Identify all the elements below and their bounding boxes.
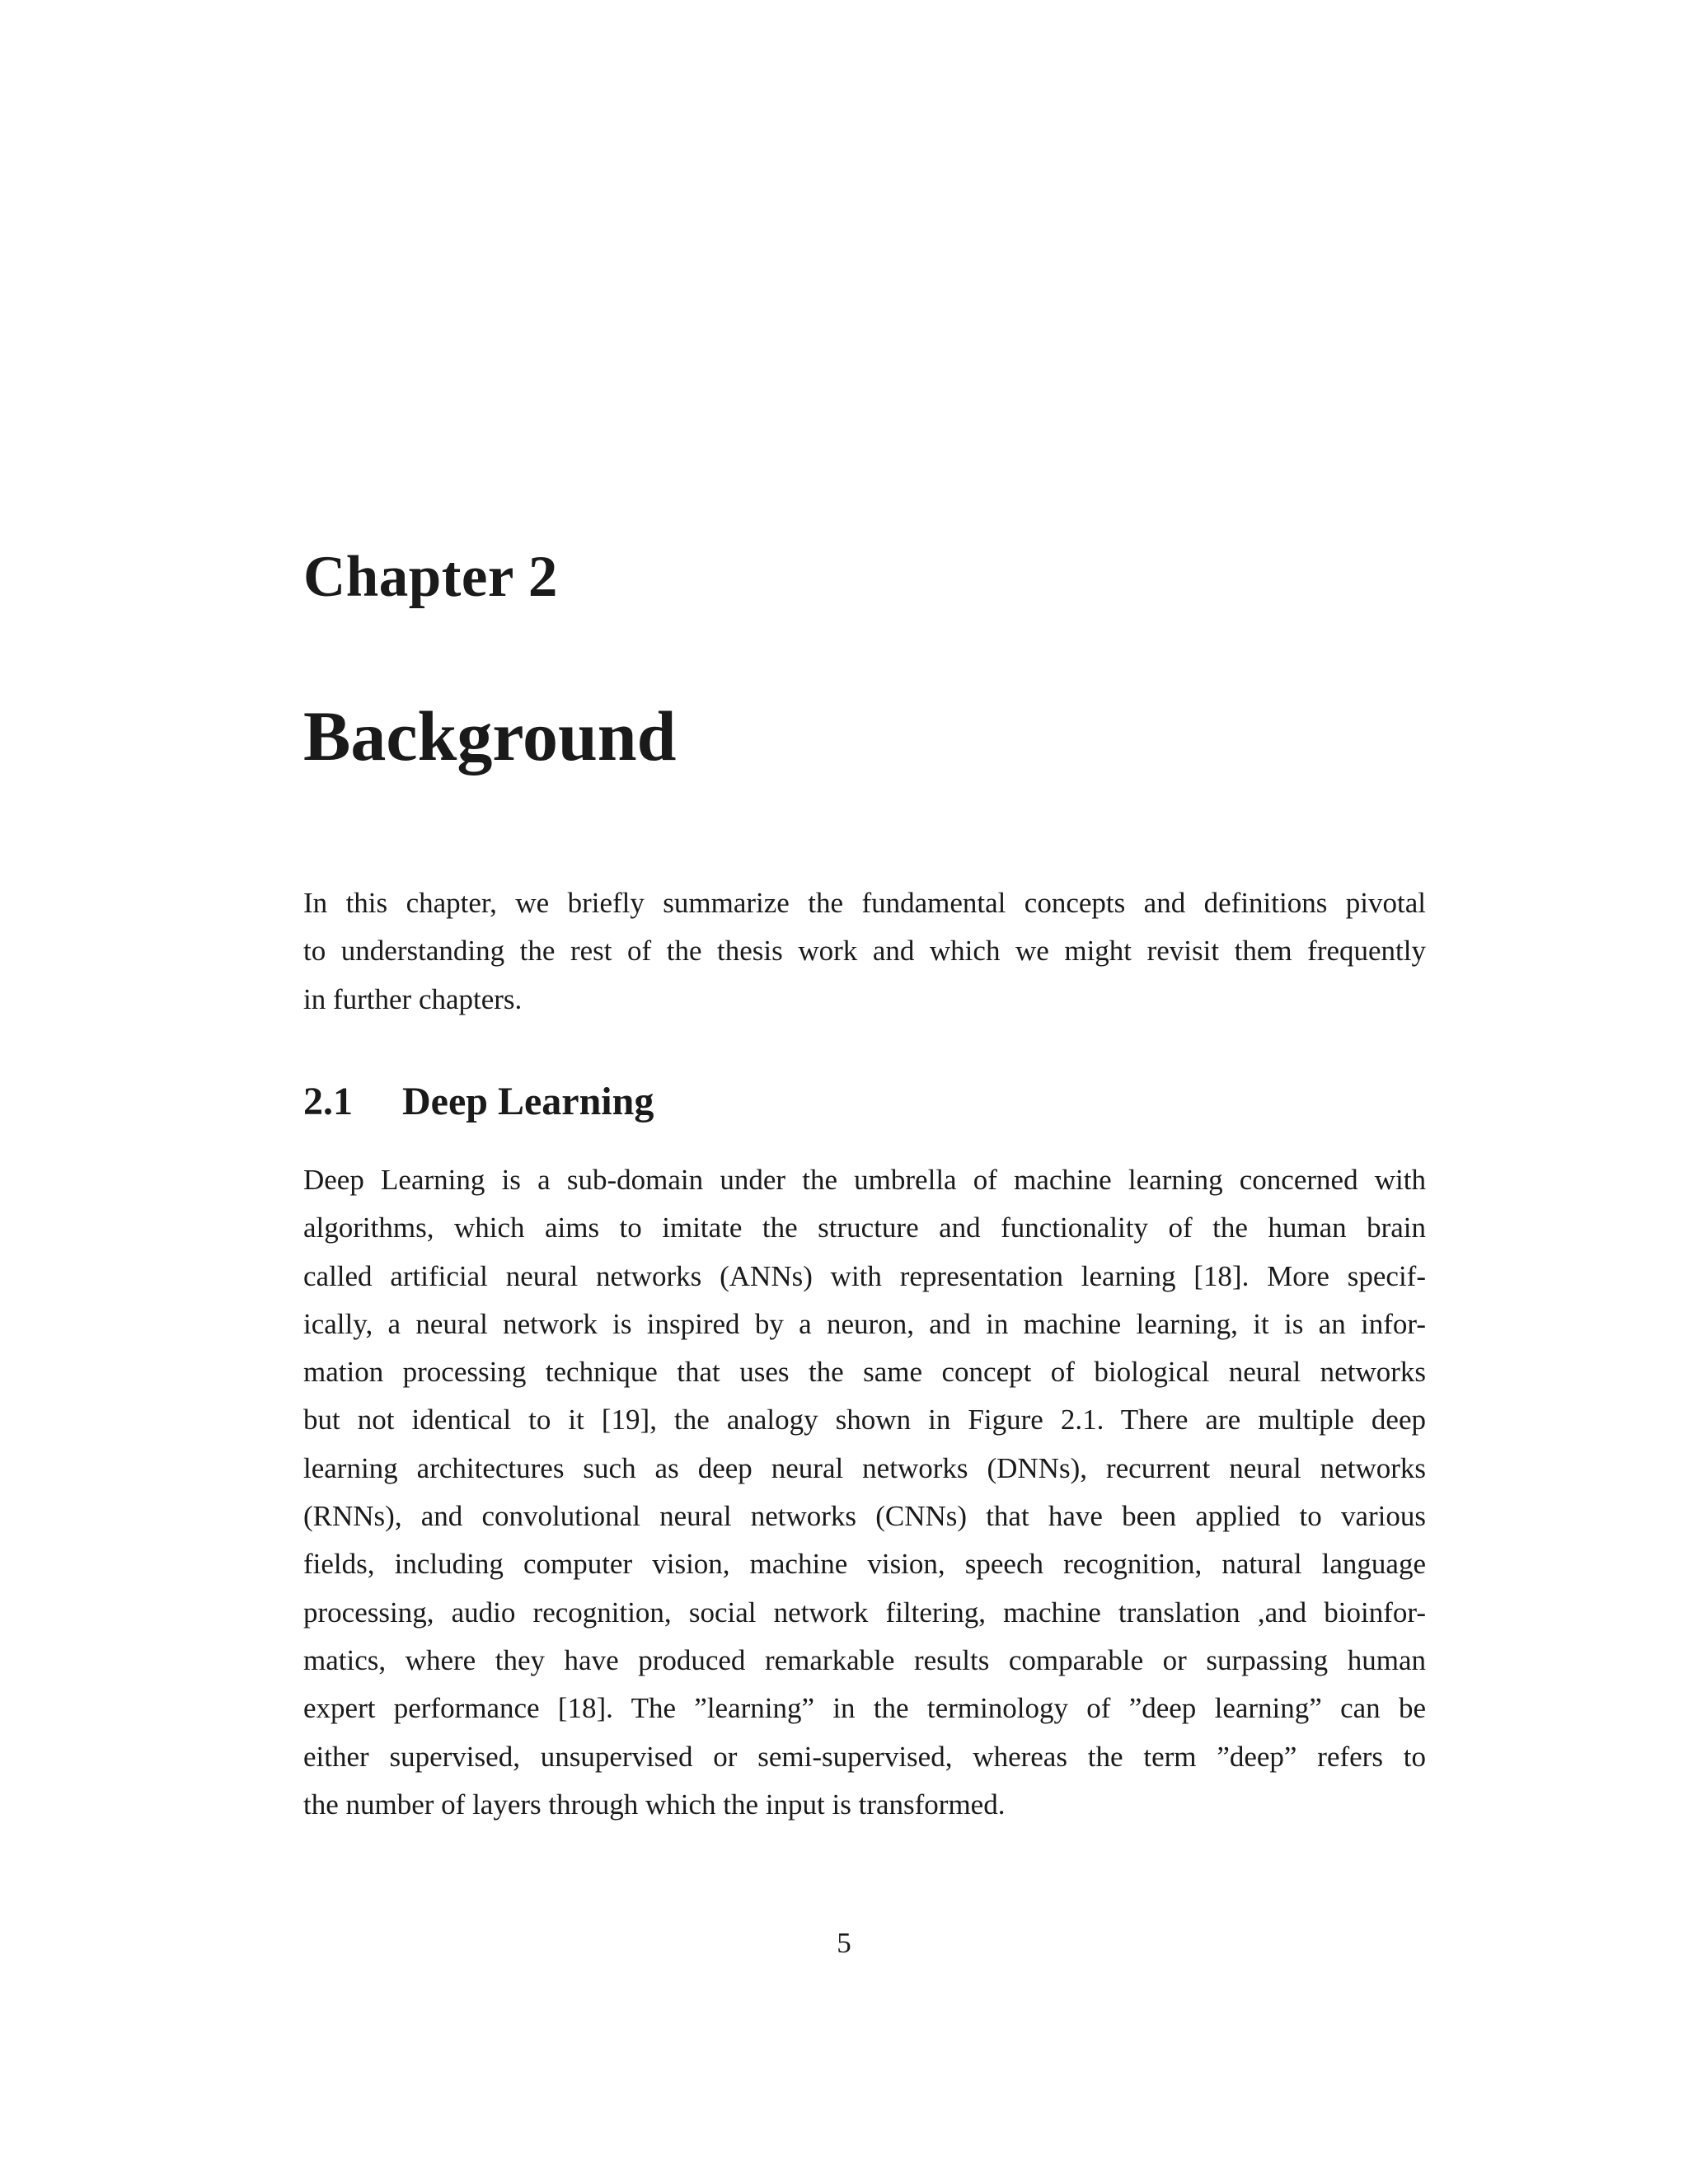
paragraph-line: algorithms, which aims to imitate the structure and functionality of the human brain xyxy=(303,1212,1426,1244)
page-number: 5 xyxy=(837,1927,851,1959)
paragraph-line: but not identical to it [19], the analogy shown in Figure 2.1. There are multiple deep xyxy=(303,1404,1426,1436)
chapter-label: Chapter 2 xyxy=(303,545,558,609)
intro-line: In this chapter, we briefly summarize the fundamental concepts and definitions pivotal xyxy=(303,887,1426,919)
paragraph-line: ically, a neural network is inspired by a neuron, and in machine learning, it is an infor- xyxy=(303,1307,1426,1340)
section-heading xyxy=(303,1077,654,1127)
paragraph-line: mation processing technique that uses the same concept of biological neural networks xyxy=(303,1356,1426,1389)
paragraph-line: the number of layers through which the input is transformed. xyxy=(303,1788,1006,1821)
paragraph-line: called artificial neural networks (ANNs) with representation learning [18]. More specif- xyxy=(303,1259,1426,1292)
paragraph-line: (RNNs), and convolutional neural networks (CNNs) that have been applied to various xyxy=(303,1500,1426,1533)
section-paragraph xyxy=(303,1156,1426,1829)
chapter-title: Background xyxy=(303,696,677,776)
intro-paragraph xyxy=(303,879,1426,1024)
intro-line: to understanding the rest of the thesis work and which we might revisit them frequently xyxy=(303,935,1426,968)
section-number: 2.1 xyxy=(303,1080,353,1123)
paragraph-line: processing, audio recognition, social network filtering, machine translation ,and bioinfor- xyxy=(303,1596,1426,1629)
paragraph-line: expert performance [18]. The ”learning” in the terminology of ”deep learning” can be xyxy=(303,1692,1426,1725)
paragraph-line: learning architectures such as deep neural networks (DNNs), recurrent neural networks xyxy=(303,1451,1426,1484)
section-title: Deep Learning xyxy=(402,1080,654,1123)
paragraph-line: matics, where they have produced remarkable results comparable or surpassing human xyxy=(303,1643,1426,1676)
intro-line: in further chapters. xyxy=(303,982,523,1015)
paragraph-line: either supervised, unsupervised or semi-supervised, whereas the term ”deep” refers to xyxy=(303,1740,1426,1773)
paragraph-line: Deep Learning is a sub-domain under the umbrella of machine learning concerned with xyxy=(303,1164,1426,1196)
paragraph-line: fields, including computer vision, machine vision, speech recognition, natural language xyxy=(303,1548,1426,1581)
